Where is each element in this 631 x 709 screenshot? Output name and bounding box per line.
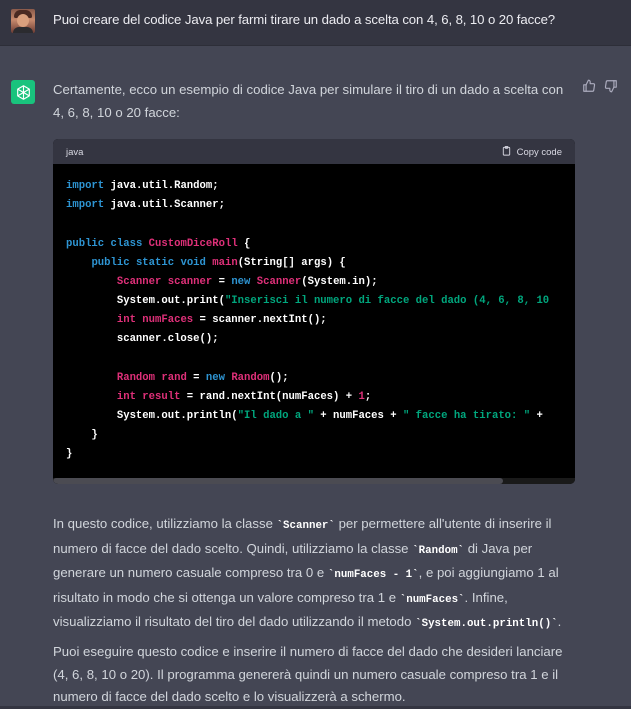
code-line-11: Random rand = new Random(); xyxy=(116,372,289,384)
explanation-text: In questo codice, utilizziamo la classe `Scanner` per permettere all'utente di inserire il numero di facce del dado scelto. Quindi, utilizziamo la classe `Random` di Java per generare un numero casuale compreso tra 0 e `numFaces - 1`, e poi aggiungiamo 1 al risultato in modo che si ottenga un valore compreso tra 1 e `numFaces`. Infine, visualizziamo il risultato del tiro del dado utilizzando il metodo `System.out.println()`. xyxy=(53,516,562,630)
code-line-7: System.out.print("Inserisci il numero di facce del dado (4, 6, 8, 10 xyxy=(66,295,550,307)
user-avatar xyxy=(11,9,35,33)
clipboard-icon xyxy=(501,145,512,160)
assistant-message-row xyxy=(0,46,631,706)
code-line-13: System.out.println("Il dado a " + numFaces + " facce ha tirato: " + xyxy=(66,410,543,422)
inline-code-scanner: `Scanner` xyxy=(276,520,335,532)
code-line-12: int result = rand.nextInt(numFaces) + 1; xyxy=(116,391,372,403)
thumbs-down-icon[interactable] xyxy=(604,79,618,98)
code-line-6: Scanner scanner = new Scanner(System.in); xyxy=(116,276,378,288)
code-line-5: public static void main(String[] args) { xyxy=(91,257,346,269)
openai-logo-icon xyxy=(11,80,35,104)
code-line-8: int numFaces = scanner.nextInt(); xyxy=(116,314,327,326)
code-block-header xyxy=(53,139,575,164)
thumbs-up-icon[interactable] xyxy=(582,79,596,98)
code-line-9: scanner.close(); xyxy=(66,333,219,345)
code-line-4: public class CustomDiceRoll { xyxy=(66,238,251,250)
code-line-1: import java.util.Random; xyxy=(66,180,219,192)
closing-text: Puoi eseguire questo codice e inserire il numero di facce del dado che desideri lanciare (4, 6, 8, 10 o 20). Il programma genererà quindi un numero casuale compreso tra 1 e il numero di facce del dado scelto e lo visualizzerà a schermo. xyxy=(53,644,563,704)
user-message-text: Puoi creare del codice Java per farmi tirare un dado a scelta con 4, 6, 8, 10 o 20 facce? xyxy=(53,12,556,27)
inline-code-random: `Random` xyxy=(412,544,465,557)
copy-code-button[interactable] xyxy=(501,145,562,160)
inline-code-println: `System.out.println()` xyxy=(415,618,558,630)
code-body[interactable] xyxy=(53,164,575,484)
copy-code-label: Copy code xyxy=(516,147,562,158)
user-message-row xyxy=(0,0,631,46)
assistant-intro-text: Certamente, ecco un esempio di codice Java per simulare il tiro di un dado a scelta con 4, 6, 8, 10 o 20 facce: xyxy=(53,82,564,120)
scrollbar-thumb[interactable] xyxy=(53,478,503,484)
horizontal-scrollbar[interactable] xyxy=(53,478,575,484)
code-block xyxy=(53,139,575,484)
code-line-14: } xyxy=(66,429,98,441)
inline-code-numfaces-minus-1: `numFaces - 1` xyxy=(327,569,419,581)
code-line-2: import java.util.Scanner; xyxy=(66,199,225,211)
inline-code-numfaces: `numFaces` xyxy=(399,593,465,606)
code-line-15: } xyxy=(66,448,73,460)
code-language-label: java xyxy=(66,147,84,158)
